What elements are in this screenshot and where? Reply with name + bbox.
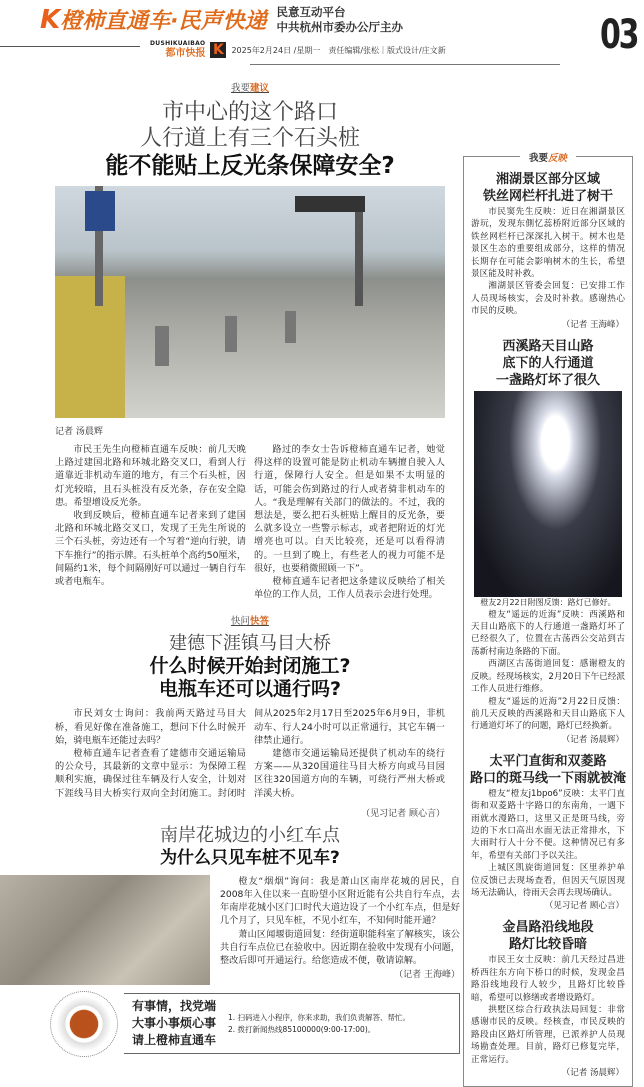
photo-caption: 橙友2月22日附图反馈：路灯已修好。 <box>480 597 616 607</box>
side-article: 太平门直街和双菱路 路口的斑马线一下雨就被淹 橙友“橙友j1bpo6”反映：太平门直街和双菱路十字路口的东南角，一遇下雨就水漫路口，这里又正是斑马线，旁边的下水口高出水面无法正常排水，下大雨时行人十分不便。这种情况已有多年，希望有关部门予以关注。 上城区凯旋街道回复：区里养护单位反馈已去现场查看，但因天气原因现场无法确认，待雨天会再去现场确认。 （见习记者 顾心言） <box>469 753 626 912</box>
side-article: 湘湖景区部分区域 铁丝网栏杆扎进了树干 市民窦先生反映：近日在湘湖景区游玩，发现东側忆蕊桥附近部分区域的铁丝网栏杆已深深扎入树干。树木也是景区生态的重要组成部分，这样的情况长期存在可能会影响树木的生长，希望景区能及时补救。 湘湖景区管委会回复：已安排工作人员现场核实，会及时补救。感谢热心市民的反映。 （记者 王海峰） <box>471 172 625 330</box>
promo-instructions: 1. 扫码进入小程序，你来求助，我们负责解答、帮忙。 2. 拨打新闻热线85100000(9:00-17:00)。 <box>228 1012 411 1034</box>
section-label: 我要建议 <box>230 83 270 94</box>
divider <box>250 64 560 65</box>
masthead <box>40 4 403 35</box>
credit: （记者 王海峰） <box>394 970 460 981</box>
street-photo <box>55 186 445 418</box>
masthead-subtitle: 民意互动平台 中共杭州市委办公厅主办 <box>276 4 404 34</box>
masthead-logo: K橙柿直通车·民声快递 <box>40 5 267 35</box>
article-row <box>0 875 460 985</box>
photo-credit: 记者 汤晨辉 <box>55 427 103 437</box>
article-headline: 建德下涯镇马目大桥 什么时候开始封闭施工? 电瓶车还可以通行吗? <box>149 633 351 701</box>
section-label: 我要反映 <box>520 150 576 164</box>
paper-name: DUSHIKUAIBAO 都市快报 <box>150 40 206 59</box>
page-number: 03 <box>600 12 638 58</box>
bike-station-photo <box>0 875 210 985</box>
divider <box>0 46 140 47</box>
article-body: 市民刘女士询问：我前两天路过马目大桥，看见好像在准备施工，想问下什么时候开始，骑电瓶车还能过去吗？ 橙柿直通车记者查看了建德市交通运输局的公众号，其最新的文章中显示：为保障工程顺利实施，确保过往车辆及行人安全，计划对下涯线马目大桥实行双向全封闭施工。封闭时间从2025年2月17日至2025年6月9日，非机动车、行人24小时可以正常通行，其它车辆一律禁止通行。 建德市交通运输局还提供了机动车的绕行方案——从320国道往马目大桥方向或马目园区往320国道方向的车辆，可绕行严州大桥或洋溪大桥。 <box>55 708 445 799</box>
article-text <box>220 875 460 985</box>
side-article: 西溪路天目山路 底下的人行通道 一盏路灯坏了很久 橙友2月22日附图反馈：路灯已修好。 橙友“遥远的近海”反映：西溪路和天目山路底下的人行通道一盏路灯坏了已经很久了，位置在古荡西公交站到古荡新村南边条路的下面。 西湖区古荡街道回复：感谢橙友的反映。经现场核实，2月20日下午已经派工作人员进行维修。 橙友“遥远的近海”2月22日反馈：前几天反映的西溪路和天目山路底下人行通道灯坏了的问题，路灯已经换新。 （记者 汤晨辉） <box>466 338 630 745</box>
k-logo-icon: K <box>210 42 226 58</box>
date-line: 2025年2月24日 /星期一 责任编辑/张松｜版式设计/庄文新 <box>231 45 446 55</box>
article-headline: 南岸花城边的小红车点 为什么只见车桩不见车? <box>160 824 340 868</box>
ceiling-light-photo <box>474 391 622 597</box>
side-article: 金昌路沿线地段 路灯比较昏暗 市民王女士反映：前几天经过昌进桥西往东方向下桥口的时候，发现金昌路沿线地段行人较少，且路灯比较昏暗，希望可以修缮或者增设路灯。 拱墅区综合行政执法局回复：非常感谢市民的反映。经核查，市民反映的路段由区路灯所管理，已派养护人员现场勘查处理。目前，路灯已修复完毕，正常运行。 （记者 汤晨辉） <box>471 920 625 1079</box>
section-label: 快问快答 <box>230 616 270 628</box>
sidebar-box <box>463 156 633 1087</box>
main-column <box>40 80 460 1057</box>
promo-slogan: 有事情，找党端 大事小事烦心事 请上橙柿直通车 <box>132 999 217 1048</box>
article-body: 市民王先生向橙柿直通车反映：前几天晚上路过建国北路和环城北路交叉口，看到人行道靠近非机动车道的地方，有三个石头桩，因灯光较暗，且石头桩没有反光条，存在安全隐患。希望增设反光条。 收到反映后，橙柿直通车记者来到了建国北路和环城北路交叉口，发现了王先生所说的三个石头桩，旁边还有一个写着“逆向行驶，请下车推行”的指示牌。石头桩单个高约50厘米，间隔约1米，每个间隔刚好可以通过一辆自行车或者电瓶车。 路过的李女士告诉橙柿直通车记者，她觉得这样的设置可能是防止机动车辆擅自驶入人行道，保障行人安全。但是如果不太明显的话，可能会伤到路过的行人或者骑非机动车的人。“我是理解有关部门的做法的。不过，我的想法是，要么把石头桩贴上醒目的反光条，要么就多设立一些警示标志，或者把附近的灯光增亮也可以。白天比较亮，还是可以看得清的。一旦到了晚上，有些老人的视力可能不是很好，也要稍微照顾一下”。 橙柿直通车记者把这条建议反映给了相关单位的工作人员，工作人员表示会进行处理。 <box>55 444 445 601</box>
article-headline: 市中心的这个路口 人行道上有三个石头桩 能不能贴上反光条保障安全? <box>105 100 395 179</box>
credit: （见习记者 顾心言） <box>361 808 445 819</box>
paper-info <box>150 40 446 60</box>
article-body: 橙友“烟烟”询问：我是萧山区南岸花城的居民，自2008年入住以来一直盼望小区附近能有公共自行车点，去年南岸花城小区门口时代大道边设了一个小红车点，但是好几个月了，只见车桩，不见小红车，不知何时能开通？ 萧山区闻堰街道回复：经街道职能科室了解核实，该公共自行车点位已在验收中。因近期在验收中发现有小问题，整改后即可开通运行。给您造成不便，敬请谅解。 <box>220 875 460 967</box>
